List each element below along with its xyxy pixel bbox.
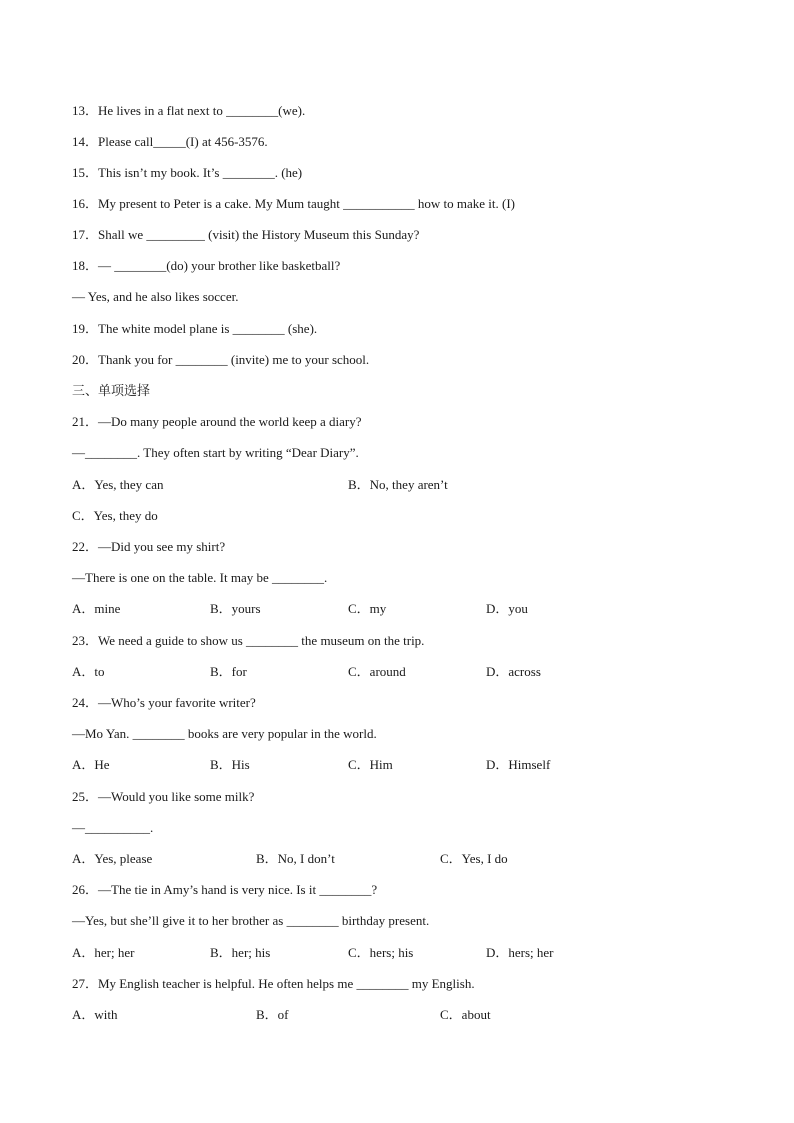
question-22: 22．—Did you see my shirt?	[72, 539, 226, 554]
question-14: 14．Please call_____(I) at 456-3576.	[72, 134, 268, 149]
question-24: 24．—Who’s your favorite writer?	[72, 695, 256, 710]
q21-option-a[interactable]: A．Yes, they can	[72, 477, 164, 492]
q23-option-d[interactable]: D．across	[486, 664, 541, 679]
q24-option-a[interactable]: A．He	[72, 757, 110, 772]
q23-option-a[interactable]: A．to	[72, 664, 105, 679]
q26-option-b[interactable]: B．her; his	[210, 945, 271, 960]
q21-option-c[interactable]: C．Yes, they do	[72, 508, 158, 523]
q23-option-b[interactable]: B．for	[210, 664, 247, 679]
question-27: 27．My English teacher is helpful. He often helps me ________ my English.	[72, 976, 475, 991]
question-15: 15．This isn’t my book. It’s ________. (he)	[72, 165, 303, 180]
question-18: 18．— ________(do) your brother like basketball?	[72, 258, 341, 273]
q22-option-b[interactable]: B．yours	[210, 601, 261, 616]
q26-option-a[interactable]: A．her; her	[72, 945, 135, 960]
question-17: 17．Shall we _________ (visit) the History Museum this Sunday?	[72, 227, 420, 242]
q27-option-b[interactable]: B．of	[256, 1007, 289, 1022]
question-13: 13．He lives in a flat next to ________(we).	[72, 103, 306, 118]
question-26: 26．—The tie in Amy’s hand is very nice. Is it ________?	[72, 882, 378, 897]
question-19: 19．The white model plane is ________ (she).	[72, 321, 318, 336]
q26-option-d[interactable]: D．hers; her	[486, 945, 554, 960]
q25-option-a[interactable]: A．Yes, please	[72, 851, 153, 866]
question-26-line2: —Yes, but she’ll give it to her brother as ________ birthday present.	[72, 913, 430, 928]
q24-option-c[interactable]: C．Him	[348, 757, 393, 772]
question-21: 21．—Do many people around the world keep a diary?	[72, 414, 362, 429]
question-22-line2: —There is one on the table. It may be ________.	[72, 570, 328, 585]
question-25: 25．—Would you like some milk?	[72, 789, 255, 804]
q24-option-b[interactable]: B．His	[210, 757, 250, 772]
q23-option-c[interactable]: C．around	[348, 664, 406, 679]
q22-option-c[interactable]: C．my	[348, 601, 387, 616]
q27-option-a[interactable]: A．with	[72, 1007, 118, 1022]
q22-option-a[interactable]: A．mine	[72, 601, 121, 616]
question-18-answer: — Yes, and he also likes soccer.	[72, 289, 239, 304]
question-25-line2: —__________.	[72, 820, 154, 835]
question-20: 20．Thank you for ________ (invite) me to your school.	[72, 352, 370, 367]
q21-option-b[interactable]: B．No, they aren’t	[348, 477, 448, 492]
q24-option-d[interactable]: D．Himself	[486, 757, 551, 772]
question-23: 23．We need a guide to show us ________ the museum on the trip.	[72, 633, 425, 648]
q22-option-d[interactable]: D．you	[486, 601, 528, 616]
question-16: 16．My present to Peter is a cake. My Mum taught ___________ how to make it. (I)	[72, 196, 516, 211]
question-24-line2: —Mo Yan. ________ books are very popular in the world.	[72, 726, 377, 741]
section-title: 三、单项选择	[72, 383, 151, 398]
q25-option-c[interactable]: C．Yes, I do	[440, 851, 508, 866]
question-21-line2: —________. They often start by writing “Dear Diary”.	[72, 445, 359, 460]
q25-option-b[interactable]: B．No, I don’t	[256, 851, 335, 866]
q26-option-c[interactable]: C．hers; his	[348, 945, 414, 960]
q27-option-c[interactable]: C．about	[440, 1007, 491, 1022]
